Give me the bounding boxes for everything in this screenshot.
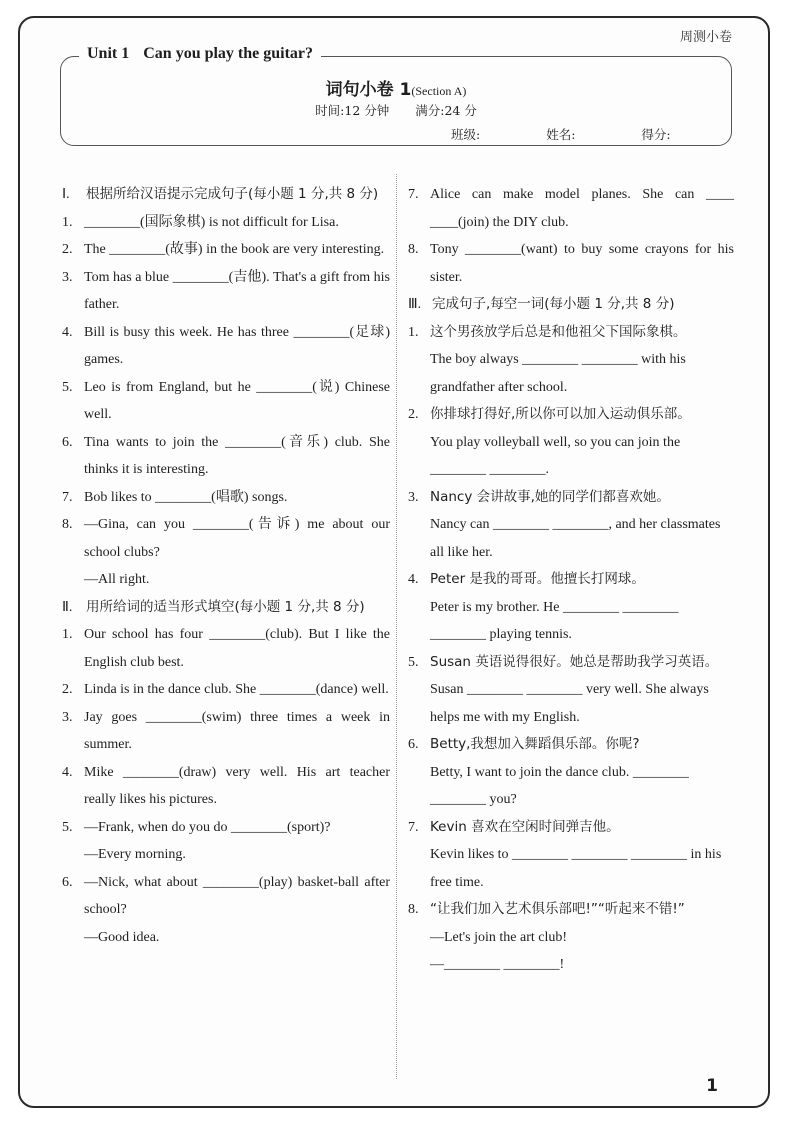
section-3-heading: Ⅲ. 完成句子,每空一词(每小题 1 分,共 8 分) [408, 296, 675, 312]
dialogue-reply: —Good idea. [84, 929, 160, 945]
question-item: 6. Betty,我想加入舞蹈俱乐部。你呢? [408, 736, 640, 752]
worksheet-page [18, 16, 770, 1108]
quiz-title-text: 词句小卷 1 [325, 80, 412, 100]
answer-line: You play volleyball well, so you can join the ________ ________. [430, 434, 681, 477]
column-divider [396, 174, 397, 1079]
answer-line: Susan ________ ________ very well. She always helps me with my English. [430, 682, 709, 725]
unit-title [79, 45, 321, 63]
answer-line: Kevin likes to ________ ________ ________ in his free time. [430, 847, 722, 890]
answer-line: —Let's join the art club! [430, 929, 568, 945]
question-item: 8. Tony ________(want) to buy some crayons for his sister. [408, 242, 734, 285]
question-item: 7. Alice can make model planes. She can ____ ____(join) the DIY club. [408, 187, 734, 230]
question-item: 3. Jay goes ________(swim) three times a week in summer. [62, 709, 390, 752]
question-item: 4. Bill is busy this week. He has three ________(足球) games. [62, 324, 390, 367]
question-item: 1. ________(国际象棋) is not difficult for Lisa. [62, 214, 339, 230]
answer-line: Betty, I want to join the dance club. ________ ________ you? [430, 764, 689, 807]
answer-line: Nancy can ________ ________, and her classmates all like her. [430, 517, 721, 560]
section-1-heading: Ⅰ. 根据所给汉语提示完成句子(每小题 1 分,共 8 分) [62, 186, 379, 202]
answer-line: The boy always ________ ________ with his grandfather after school. [430, 352, 686, 395]
question-item: 4. Mike ________(draw) very well. His art teacher really likes his pictures. [62, 764, 390, 807]
quiz-meta [61, 101, 731, 119]
dialogue-reply: —All right. [84, 572, 150, 587]
question-item: 1. Our school has four ________(club). But I like the English club best. [62, 627, 390, 670]
student-fields [451, 125, 733, 143]
question-item: 2. The ________(故事) in the book are very interesting. [62, 242, 385, 257]
question-item: 6. —Nick, what about ________(play) basket-ball after school? [62, 874, 390, 917]
page-number: 1 [706, 1076, 718, 1096]
quiz-title [61, 75, 731, 100]
question-item: 8. “让我们加入艺术俱乐部吧!”“听起来不错!” [408, 901, 685, 917]
answer-line: Peter is my brother. He ________ ________ ________ playing tennis. [430, 599, 679, 642]
total-score: 满分:24 分 [415, 103, 477, 118]
series-label: 周测小卷 [679, 30, 732, 45]
time-limit: 时间:12 分钟 [315, 103, 390, 118]
question-item: 7. Kevin 喜欢在空闲时间弹吉他。 [408, 818, 620, 835]
question-item: 1. 这个男孩放学后总是和他祖父下国际象棋。 [408, 323, 687, 340]
section-2-heading: Ⅱ. 用所给词的适当形式填空(每小题 1 分,共 8 分) [62, 598, 365, 615]
left-column [62, 181, 390, 951]
unit-number: Unit 1 [87, 45, 130, 62]
right-column [408, 181, 734, 979]
name-field[interactable]: 姓名: [546, 127, 576, 142]
unit-name: Can you play the guitar? [143, 45, 314, 62]
question-item: 8. —Gina, can you ________(告诉) me about our school clubs? [62, 517, 390, 560]
question-item: 6. Tina wants to join the ________(音乐) club. She thinks it is interesting. [62, 434, 390, 477]
question-item: 7. Bob likes to ________(唱歌) songs. [62, 489, 288, 505]
question-item: 5. Susan 英语说得很好。她总是帮助我学习英语。 [408, 653, 719, 670]
question-item: 5. —Frank, when do you do ________(sport)? [62, 819, 331, 835]
section-label: (Section A) [411, 84, 467, 98]
question-item: 5. Leo is from England, but he ________(说) Chinese well. [62, 379, 390, 422]
score-field[interactable]: 得分: [641, 127, 671, 142]
question-item: 3. Tom has a blue ________(吉他). That's a gift from his father. [62, 269, 390, 312]
question-item: 2. Linda is in the dance club. She ________(dance) well. [62, 682, 389, 697]
dialogue-reply: —Every morning. [84, 847, 186, 862]
header-box [60, 45, 732, 146]
class-field[interactable]: 班级: [451, 127, 481, 142]
dialogue-reply: —________ ________! [430, 957, 565, 972]
question-item: 3. Nancy 会讲故事,她的同学们都喜欢她。 [408, 488, 670, 505]
question-item: 4. Peter 是我的哥哥。他擅长打网球。 [408, 571, 645, 587]
question-item: 2. 你排球打得好,所以你可以加入运动俱乐部。 [408, 406, 691, 422]
